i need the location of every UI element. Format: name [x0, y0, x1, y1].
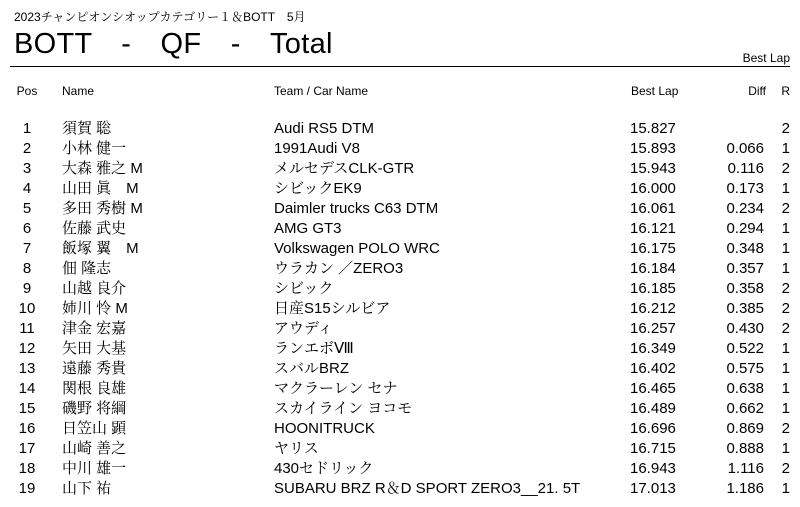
cell-team: SUBARU BRZ R＆D SPORT ZERO3__21. 5T [274, 480, 581, 497]
cell-best-lap: 16.257 [630, 320, 676, 337]
table-row [0, 179, 800, 199]
cell-r: 1 [781, 180, 790, 197]
cell-r: 1 [781, 140, 790, 157]
cell-diff: 0.638 [726, 380, 764, 397]
cell-team: マクラーレン セナ [274, 380, 398, 397]
cell-name: 小林 健一 [62, 140, 127, 157]
cell-best-lap: 16.121 [630, 220, 676, 237]
cell-diff: 0.116 [727, 160, 764, 177]
table-row [0, 359, 800, 379]
column-header-name: Name [62, 84, 95, 98]
cell-r: 2 [781, 160, 790, 177]
cell-name: 飯塚 翼 M [62, 240, 139, 257]
cell-pos: 19 [18, 480, 36, 497]
table-header-row [0, 83, 800, 99]
cell-r: 1 [781, 260, 790, 277]
cell-r: 1 [781, 360, 790, 377]
column-header-team: Team / Car Name [274, 84, 369, 98]
cell-diff: 0.888 [726, 440, 764, 457]
table-row [0, 159, 800, 179]
cell-diff: 0.385 [726, 300, 764, 317]
table-row [0, 479, 800, 499]
cell-pos: 18 [18, 460, 36, 477]
table-row [0, 279, 800, 299]
cell-pos: 6 [22, 220, 32, 237]
cell-pos: 1 [22, 120, 32, 137]
cell-pos: 14 [18, 380, 36, 397]
cell-diff: 0.173 [726, 180, 764, 197]
cell-r: 1 [781, 400, 790, 417]
table-row [0, 459, 800, 479]
page-title: BOTT - QF - Total [14, 28, 333, 60]
cell-team: アウディ [274, 320, 333, 337]
cell-team: AMG GT3 [274, 220, 342, 237]
table-row [0, 199, 800, 219]
cell-best-lap: 16.943 [630, 460, 676, 477]
cell-name: 山越 良介 [62, 280, 127, 297]
cell-team: シビックEK9 [274, 180, 362, 197]
cell-name: 姉川 怜 M [62, 300, 128, 317]
table-row [0, 439, 800, 459]
cell-diff: 0.430 [726, 320, 764, 337]
cell-name: 中川 雄一 [62, 460, 127, 477]
column-header-pos: Pos [16, 84, 38, 98]
cell-name: 矢田 大基 [62, 340, 127, 357]
cell-team: Audi RS5 DTM [274, 120, 375, 137]
cell-team: 1991Audi V8 [274, 140, 360, 157]
cell-r: 2 [781, 200, 790, 217]
cell-team: ヤリス [274, 440, 319, 457]
cell-team: ウラカン ／ZERO3 [274, 260, 404, 277]
cell-best-lap: 16.184 [630, 260, 676, 277]
cell-team: スバルBRZ [274, 360, 350, 377]
cell-pos: 5 [22, 200, 32, 217]
cell-name: 山田 眞 M [62, 180, 139, 197]
cell-pos: 7 [22, 240, 32, 257]
cell-pos: 3 [22, 160, 32, 177]
cell-pos: 16 [18, 420, 36, 437]
cell-team: ランエボⅧ [274, 340, 354, 357]
column-header-r: R [781, 84, 790, 98]
cell-team: 日産S15シルビア [274, 300, 391, 317]
cell-diff: 0.358 [726, 280, 764, 297]
cell-pos: 17 [18, 440, 36, 457]
title-divider [10, 66, 790, 67]
cell-diff: 0.234 [726, 200, 764, 217]
cell-diff: 0.575 [726, 360, 764, 377]
cell-team: HOONITRUCK [274, 420, 375, 437]
cell-best-lap: 16.175 [630, 240, 676, 257]
cell-r: 1 [781, 240, 790, 257]
cell-best-lap: 16.715 [630, 440, 676, 457]
cell-team: シビック [274, 280, 334, 297]
cell-r: 2 [781, 280, 790, 297]
cell-r: 1 [781, 220, 790, 237]
cell-r: 1 [781, 340, 790, 357]
cell-r: 2 [781, 320, 790, 337]
cell-diff: 0.522 [726, 340, 764, 357]
table-row [0, 139, 800, 159]
cell-name: 佃 隆志 [62, 260, 112, 277]
cell-team: メルセデスCLK-GTR [274, 160, 415, 177]
cell-name: 山下 祐 [62, 480, 112, 497]
table-row [0, 219, 800, 239]
cell-team: 430セドリック [274, 460, 374, 477]
cell-best-lap: 16.402 [630, 360, 676, 377]
table-row [0, 399, 800, 419]
cell-diff: 1.186 [726, 480, 764, 497]
cell-pos: 10 [18, 300, 36, 317]
cell-pos: 9 [22, 280, 32, 297]
cell-pos: 12 [18, 340, 36, 357]
cell-pos: 11 [19, 320, 35, 337]
table-row [0, 299, 800, 319]
cell-diff: 0.066 [726, 140, 764, 157]
cell-name: 遠藤 秀貴 [62, 360, 127, 377]
cell-name: 多田 秀樹 M [62, 200, 143, 217]
cell-best-lap: 16.061 [630, 200, 676, 217]
cell-name: 佐藤 武史 [62, 220, 127, 237]
cell-r: 2 [781, 460, 790, 477]
cell-r: 2 [781, 300, 790, 317]
cell-best-lap: 16.212 [630, 300, 676, 317]
table-row [0, 319, 800, 339]
cell-pos: 2 [22, 140, 32, 157]
cell-name: 須賀 聡 [62, 120, 112, 137]
cell-name: 日笠山 顕 [62, 420, 127, 437]
table-body [0, 119, 800, 499]
cell-best-lap: 16.696 [630, 420, 676, 437]
cell-diff: 0.869 [726, 420, 764, 437]
cell-r: 1 [781, 440, 790, 457]
cell-pos: 8 [22, 260, 32, 277]
cell-r: 1 [781, 480, 790, 497]
cell-diff: 0.294 [726, 220, 764, 237]
table-row [0, 339, 800, 359]
table-row [0, 259, 800, 279]
column-header-best-lap: Best Lap [631, 84, 679, 98]
cell-name: 大森 雅之 M [62, 160, 143, 177]
cell-pos: 13 [18, 360, 36, 377]
cell-diff: 1.116 [727, 460, 764, 477]
cell-best-lap: 15.943 [630, 160, 676, 177]
cell-best-lap: 15.827 [630, 120, 676, 137]
cell-best-lap: 16.489 [630, 400, 676, 417]
cell-best-lap: 17.013 [630, 480, 676, 497]
cell-name: 津金 宏嘉 [62, 320, 127, 337]
sort-label: Best Lap [742, 51, 790, 65]
cell-name: 磯野 将綱 [62, 400, 127, 417]
cell-best-lap: 16.465 [630, 380, 676, 397]
cell-r: 1 [781, 380, 790, 397]
cell-best-lap: 16.000 [630, 180, 676, 197]
table-row [0, 239, 800, 259]
cell-pos: 15 [18, 400, 36, 417]
cell-best-lap: 16.185 [630, 280, 676, 297]
table-row [0, 379, 800, 399]
cell-team: Volkswagen POLO WRC [274, 240, 440, 257]
event-name: 2023チャンピオンシオップカテゴリー１＆BOTT 5月 [14, 10, 306, 24]
cell-diff: 0.348 [726, 240, 764, 257]
table-row [0, 119, 800, 139]
cell-name: 関根 良雄 [62, 380, 127, 397]
cell-diff: 0.357 [726, 260, 764, 277]
table-row [0, 419, 800, 439]
column-header-diff: Diff [748, 84, 766, 98]
cell-pos: 4 [22, 180, 32, 197]
cell-name: 山崎 善之 [62, 440, 127, 457]
cell-r: 2 [781, 120, 790, 137]
cell-best-lap: 16.349 [630, 340, 676, 357]
cell-diff: 0.662 [726, 400, 764, 417]
cell-best-lap: 15.893 [630, 140, 676, 157]
cell-team: Daimler trucks C63 DTM [274, 200, 439, 217]
cell-team: スカイライン ヨコモ [274, 400, 413, 417]
cell-r: 2 [781, 420, 790, 437]
